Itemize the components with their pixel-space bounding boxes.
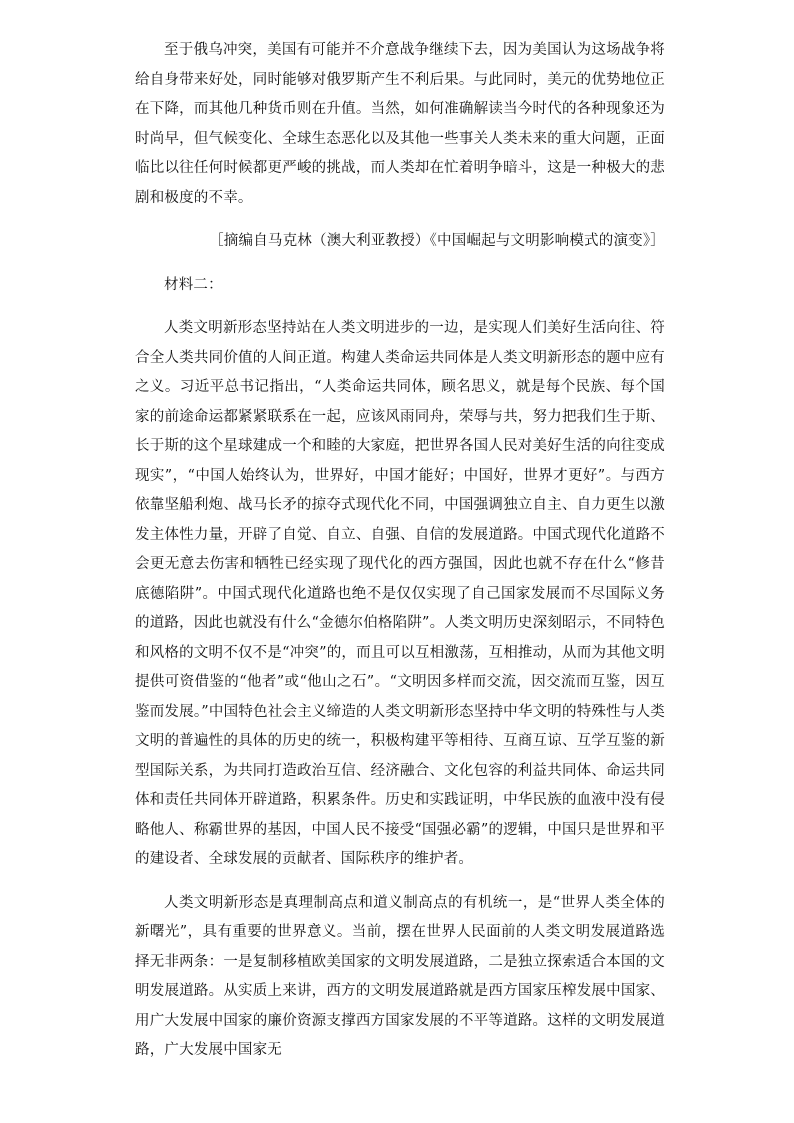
document-body bbox=[135, 36, 665, 1066]
material-two-heading: 材料二： bbox=[164, 276, 223, 293]
paragraph-new-civilization-form: 人类文明新形态坚持站在人类文明进步的一边，是实现人们美好生活向往、符合全人类共同价值的人间正道。构建人类命运共同体是人类文明新形态的题中应有之义。习近平总书记指出，“人类命运共同体，顾名思义，就是每个民族、每个国家的前途命运都紧紧联系在一起，应该风雨同舟，荣辱与共，努力把我们生于斯、长于斯的这个星球建成一个和睦的大家庭，把世界各国人民对美好生活的向往变成现实”，“中国人始终认为，世界好，中国才能好；中国好，世界才更好”。与西方依靠坚船利炮、战马长矛的掠夺式现代化不同，中国强调独立自主、自力更生以激发主体性力量，开辟了自觉、自立、自强、自信的发展道路。中国式现代化道路不会更无意去伤害和牺牲已经实现了现代化的西方强国，因此也就不存在什么“修昔底德陷阱”。中国式现代化道路也绝不是仅仅实现了自己国家发展而不尽国际义务的道路，因此也就没有什么“金德尔伯格陷阱”。人类文明历史深刻昭示，不同特色和风格的文明不仅不是“冲突”的，而且可以互相激荡，互相推动，从而为其他文明提供可资借鉴的“他者”或“他山之石”。“文明因多样而交流，因交流而互鉴，因互鉴而发展。”中国特色社会主义缔造的人类文明新形态坚持中华文明的特殊性与人类文明的普遍性的具体的历史的统一，积极构建平等相待、互商互谅、互学互鉴的新型国际关系，为共同打造政治互信、经济融合、文化包容的利益共同体、命运共同体和责任共同体开辟道路，积累条件。历史和实践证明，中华民族的血液中没有侵略他人、称霸世界的基因，中国人民不接受“国强必霸”的逻辑，中国只是世界和平的建设者、全球发展的贡献者、国际秩序的维护者。 bbox=[135, 320, 665, 867]
paragraph-world-significance: 人类文明新形态是真理制高点和道义制高点的有机统一，是“世界人类全体的新曙光”，具有重要的世界意义。当前，摆在世界人民面前的人类文明发展道路选择无非两条：一是复制移植欧美国家的文明发展道路，二是独立探索适合本国的文明发展道路。从实质上来讲，西方的文明发展道路就是西方国家压榨发展中国家、用广大发展中国家的廉价资源支撑西方国家发展的不平等道路。这样的文明发展道路，广大发展中国家无 bbox=[135, 894, 665, 1058]
source-citation: ［摘编自马克林（澳大利亚教授）《中国崛起与文明影响模式的演变》］ bbox=[209, 233, 665, 249]
paragraph-russia-ukraine: 至于俄乌冲突，美国有可能并不介意战争继续下去，因为美国认为这场战争将给自身带来好处，同时能够对俄罗斯产生不利后果。与此同时，美元的优势地位正在下降，而其他几种货币则在升值。当然，如何准确解读当今时代的各种现象还为时尚早，但气候变化、全球生态恶化以及其他一些事关人类未来的重大问题，正面临比以往任何时候都更严峻的挑战，而人类却在忙着明争暗斗，这是一种极大的悲剧和极度的不幸。 bbox=[135, 42, 665, 206]
